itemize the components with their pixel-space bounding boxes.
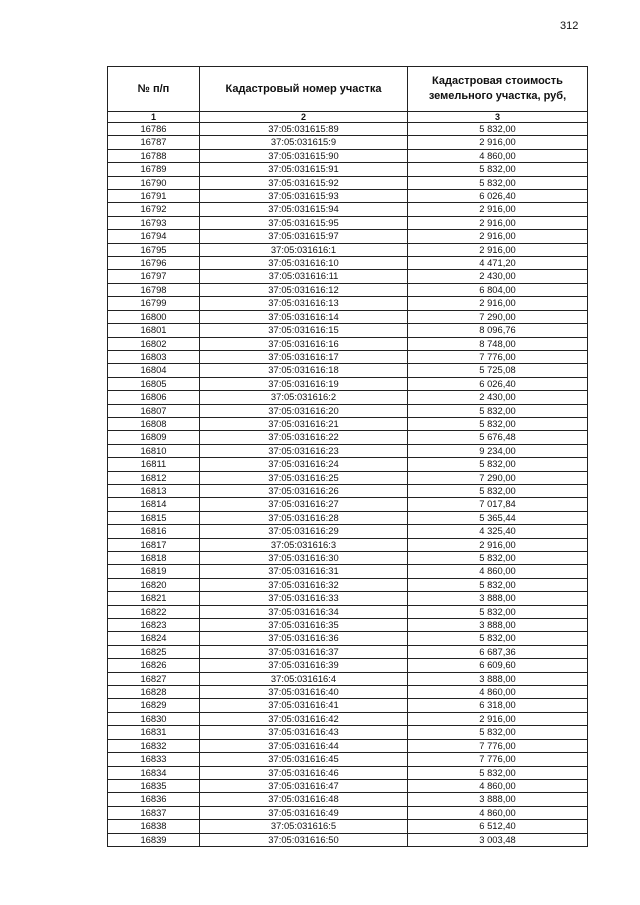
row-number-cell: 16825	[108, 645, 200, 658]
row-number-cell: 16798	[108, 283, 200, 296]
cadastral-value-cell: 4 860,00	[408, 149, 588, 162]
cadastral-number-cell: 37:05:031616:29	[200, 525, 408, 538]
row-number-cell: 16819	[108, 565, 200, 578]
row-number-cell: 16804	[108, 364, 200, 377]
table-row	[108, 484, 588, 497]
cadastral-value-cell: 2 430,00	[408, 270, 588, 283]
row-number-cell: 16833	[108, 753, 200, 766]
table-row	[108, 753, 588, 766]
row-number-cell: 16788	[108, 149, 200, 162]
cadastral-number-cell: 37:05:031616:12	[200, 283, 408, 296]
table-row	[108, 712, 588, 725]
cadastral-number-cell: 37:05:031615:9	[200, 136, 408, 149]
table-row	[108, 270, 588, 283]
table-row	[108, 377, 588, 390]
cadastral-value-cell: 6 804,00	[408, 283, 588, 296]
cadastral-value-cell: 5 832,00	[408, 605, 588, 618]
cadastral-number-cell: 37:05:031616:31	[200, 565, 408, 578]
table-row	[108, 310, 588, 323]
table-row	[108, 645, 588, 658]
cadastral-value-cell: 5 832,00	[408, 766, 588, 779]
table-row	[108, 136, 588, 149]
cadastral-value-cell: 2 916,00	[408, 230, 588, 243]
cadastral-number-cell: 37:05:031616:44	[200, 739, 408, 752]
row-number-cell: 16836	[108, 793, 200, 806]
column-number-3: 3	[408, 112, 588, 123]
table-row	[108, 592, 588, 605]
cadastral-value-cell: 6 512,40	[408, 820, 588, 833]
table-row	[108, 149, 588, 162]
cadastral-number-cell: 37:05:031616:19	[200, 377, 408, 390]
row-number-cell: 16823	[108, 619, 200, 632]
cadastral-value-cell: 7 776,00	[408, 350, 588, 363]
column-number-1: 1	[108, 112, 200, 123]
row-number-cell: 16815	[108, 511, 200, 524]
row-number-cell: 16791	[108, 190, 200, 203]
cadastral-number-cell: 37:05:031616:43	[200, 726, 408, 739]
cadastral-value-cell: 2 916,00	[408, 243, 588, 256]
cadastral-number-cell: 37:05:031616:21	[200, 417, 408, 430]
table-row	[108, 163, 588, 176]
row-number-cell: 16838	[108, 820, 200, 833]
row-number-cell: 16797	[108, 270, 200, 283]
cadastral-number-cell: 37:05:031616:50	[200, 833, 408, 846]
row-number-cell: 16805	[108, 377, 200, 390]
column-header-cadastral-number: Кадастровый номер участка	[200, 67, 408, 112]
table-row	[108, 337, 588, 350]
cadastral-value-cell: 2 916,00	[408, 297, 588, 310]
row-number-cell: 16795	[108, 243, 200, 256]
table-row	[108, 552, 588, 565]
cadastral-number-cell: 37:05:031616:14	[200, 310, 408, 323]
row-number-cell: 16828	[108, 686, 200, 699]
table-row	[108, 779, 588, 792]
cadastral-number-cell: 37:05:031616:16	[200, 337, 408, 350]
table-row	[108, 525, 588, 538]
cadastral-number-cell: 37:05:031616:32	[200, 578, 408, 591]
table-row	[108, 833, 588, 846]
row-number-cell: 16810	[108, 444, 200, 457]
table-row	[108, 538, 588, 551]
cadastral-value-cell: 2 430,00	[408, 391, 588, 404]
cadastral-number-cell: 37:05:031616:30	[200, 552, 408, 565]
table-row	[108, 257, 588, 270]
table-row	[108, 364, 588, 377]
cadastral-value-cell: 5 365,44	[408, 511, 588, 524]
cadastral-value-cell: 5 832,00	[408, 726, 588, 739]
cadastral-value-cell: 2 916,00	[408, 136, 588, 149]
cadastral-number-cell: 37:05:031616:2	[200, 391, 408, 404]
cadastral-value-cell: 7 776,00	[408, 753, 588, 766]
row-number-cell: 16806	[108, 391, 200, 404]
cadastral-number-cell: 37:05:031616:3	[200, 538, 408, 551]
cadastral-value-cell: 4 325,40	[408, 525, 588, 538]
table-row	[108, 793, 588, 806]
cadastral-value-cell: 5 832,00	[408, 404, 588, 417]
cadastral-number-cell: 37:05:031616:47	[200, 779, 408, 792]
column-number-2: 2	[200, 112, 408, 123]
row-number-cell: 16830	[108, 712, 200, 725]
row-number-cell: 16826	[108, 659, 200, 672]
table-body	[108, 123, 588, 847]
cadastral-number-cell: 37:05:031616:18	[200, 364, 408, 377]
row-number-cell: 16809	[108, 431, 200, 444]
cadastral-value-cell: 8 096,76	[408, 324, 588, 337]
cadastral-number-cell: 37:05:031616:24	[200, 458, 408, 471]
row-number-cell: 16834	[108, 766, 200, 779]
table-row	[108, 672, 588, 685]
table-row	[108, 820, 588, 833]
cadastral-number-cell: 37:05:031616:49	[200, 806, 408, 819]
cadastral-number-cell: 37:05:031616:42	[200, 712, 408, 725]
table-row	[108, 350, 588, 363]
table-row	[108, 511, 588, 524]
cadastral-value-cell: 4 860,00	[408, 779, 588, 792]
cadastral-value-cell: 3 888,00	[408, 793, 588, 806]
cadastral-value-cell: 6 026,40	[408, 377, 588, 390]
cadastral-number-cell: 37:05:031616:25	[200, 471, 408, 484]
table-row	[108, 605, 588, 618]
table-row	[108, 230, 588, 243]
cadastral-number-cell: 37:05:031615:94	[200, 203, 408, 216]
cadastral-value-cell: 2 916,00	[408, 538, 588, 551]
cadastral-value-cell: 3 888,00	[408, 672, 588, 685]
cadastral-number-cell: 37:05:031616:34	[200, 605, 408, 618]
table-row	[108, 431, 588, 444]
table-row	[108, 726, 588, 739]
cadastral-number-cell: 37:05:031616:22	[200, 431, 408, 444]
cadastral-number-cell: 37:05:031616:13	[200, 297, 408, 310]
cadastral-value-cell: 7 290,00	[408, 471, 588, 484]
cadastral-number-cell: 37:05:031616:48	[200, 793, 408, 806]
row-number-cell: 16814	[108, 498, 200, 511]
cadastral-number-cell: 37:05:031615:93	[200, 190, 408, 203]
row-number-cell: 16827	[108, 672, 200, 685]
cadastral-number-cell: 37:05:031615:89	[200, 123, 408, 136]
table-row	[108, 324, 588, 337]
cadastral-number-cell: 37:05:031616:36	[200, 632, 408, 645]
table-row	[108, 243, 588, 256]
table-row	[108, 444, 588, 457]
table-row	[108, 471, 588, 484]
cadastral-value-cell: 3 003,48	[408, 833, 588, 846]
table-row	[108, 404, 588, 417]
cadastral-value-table	[107, 66, 588, 847]
row-number-cell: 16821	[108, 592, 200, 605]
cadastral-value-cell: 6 318,00	[408, 699, 588, 712]
row-number-cell: 16835	[108, 779, 200, 792]
cadastral-value-cell: 5 832,00	[408, 176, 588, 189]
table-row	[108, 806, 588, 819]
cadastral-number-cell: 37:05:031615:97	[200, 230, 408, 243]
row-number-cell: 16808	[108, 417, 200, 430]
cadastral-value-cell: 6 609,60	[408, 659, 588, 672]
cadastral-number-cell: 37:05:031616:4	[200, 672, 408, 685]
table-row	[108, 283, 588, 296]
row-number-cell: 16811	[108, 458, 200, 471]
table-row	[108, 578, 588, 591]
cadastral-number-cell: 37:05:031616:23	[200, 444, 408, 457]
table-row	[108, 565, 588, 578]
cadastral-value-cell: 2 916,00	[408, 216, 588, 229]
table-row	[108, 458, 588, 471]
cadastral-value-cell: 5 725,08	[408, 364, 588, 377]
cadastral-number-cell: 37:05:031616:40	[200, 686, 408, 699]
table-row	[108, 190, 588, 203]
cadastral-number-cell: 37:05:031616:10	[200, 257, 408, 270]
cadastral-value-cell: 2 916,00	[408, 712, 588, 725]
cadastral-value-cell: 2 916,00	[408, 203, 588, 216]
row-number-cell: 16801	[108, 324, 200, 337]
cadastral-number-cell: 37:05:031616:11	[200, 270, 408, 283]
cadastral-number-cell: 37:05:031615:91	[200, 163, 408, 176]
cadastral-value-cell: 7 776,00	[408, 739, 588, 752]
cadastral-value-cell: 6 687,36	[408, 645, 588, 658]
row-number-cell: 16803	[108, 350, 200, 363]
cadastral-value-cell: 5 832,00	[408, 163, 588, 176]
row-number-cell: 16829	[108, 699, 200, 712]
row-number-cell: 16807	[108, 404, 200, 417]
row-number-cell: 16790	[108, 176, 200, 189]
cadastral-number-cell: 37:05:031616:28	[200, 511, 408, 524]
row-number-cell: 16799	[108, 297, 200, 310]
cadastral-number-cell: 37:05:031616:20	[200, 404, 408, 417]
row-number-cell: 16822	[108, 605, 200, 618]
table-row	[108, 498, 588, 511]
row-number-cell: 16820	[108, 578, 200, 591]
row-number-cell: 16824	[108, 632, 200, 645]
cadastral-value-cell: 5 832,00	[408, 417, 588, 430]
cadastral-value-cell: 4 860,00	[408, 806, 588, 819]
cadastral-value-cell: 7 290,00	[408, 310, 588, 323]
cadastral-number-cell: 37:05:031616:27	[200, 498, 408, 511]
table-row	[108, 203, 588, 216]
table-row	[108, 686, 588, 699]
table-row	[108, 176, 588, 189]
column-header-cadastral-value: Кадастровая стоимость земельного участка, руб,	[408, 67, 588, 112]
row-number-cell: 16787	[108, 136, 200, 149]
page-number: 312	[560, 20, 579, 32]
cadastral-value-cell: 5 676,48	[408, 431, 588, 444]
table-row	[108, 766, 588, 779]
row-number-cell: 16786	[108, 123, 200, 136]
row-number-cell: 16794	[108, 230, 200, 243]
cadastral-number-cell: 37:05:031616:15	[200, 324, 408, 337]
row-number-cell: 16839	[108, 833, 200, 846]
cadastral-value-cell: 5 832,00	[408, 632, 588, 645]
table-row	[108, 739, 588, 752]
row-number-cell: 16789	[108, 163, 200, 176]
table-row	[108, 619, 588, 632]
cadastral-value-cell: 4 860,00	[408, 686, 588, 699]
row-number-cell: 16816	[108, 525, 200, 538]
table-row	[108, 699, 588, 712]
cadastral-number-cell: 37:05:031616:33	[200, 592, 408, 605]
table-row	[108, 417, 588, 430]
row-number-cell: 16817	[108, 538, 200, 551]
row-number-cell: 16802	[108, 337, 200, 350]
column-number-row	[108, 112, 588, 123]
cadastral-number-cell: 37:05:031616:45	[200, 753, 408, 766]
cadastral-value-cell: 5 832,00	[408, 458, 588, 471]
cadastral-value-cell: 7 017,84	[408, 498, 588, 511]
cadastral-number-cell: 37:05:031616:17	[200, 350, 408, 363]
cadastral-number-cell: 37:05:031616:35	[200, 619, 408, 632]
cadastral-number-cell: 37:05:031616:46	[200, 766, 408, 779]
cadastral-number-cell: 37:05:031615:90	[200, 149, 408, 162]
cadastral-number-cell: 37:05:031616:41	[200, 699, 408, 712]
row-number-cell: 16812	[108, 471, 200, 484]
cadastral-number-cell: 37:05:031616:26	[200, 484, 408, 497]
row-number-cell: 16796	[108, 257, 200, 270]
row-number-cell: 16818	[108, 552, 200, 565]
table-row	[108, 297, 588, 310]
cadastral-value-cell: 8 748,00	[408, 337, 588, 350]
cadastral-number-cell: 37:05:031616:5	[200, 820, 408, 833]
table-row	[108, 391, 588, 404]
table-header-row	[108, 67, 588, 112]
table-row	[108, 216, 588, 229]
cadastral-number-cell: 37:05:031616:37	[200, 645, 408, 658]
cadastral-value-cell: 3 888,00	[408, 619, 588, 632]
cadastral-value-cell: 3 888,00	[408, 592, 588, 605]
cadastral-number-cell: 37:05:031615:95	[200, 216, 408, 229]
cadastral-value-cell: 4 471,20	[408, 257, 588, 270]
cadastral-value-cell: 9 234,00	[408, 444, 588, 457]
row-number-cell: 16837	[108, 806, 200, 819]
table-row	[108, 632, 588, 645]
row-number-cell: 16832	[108, 739, 200, 752]
table-row	[108, 123, 588, 136]
row-number-cell: 16792	[108, 203, 200, 216]
cadastral-number-cell: 37:05:031616:39	[200, 659, 408, 672]
cadastral-value-cell: 6 026,40	[408, 190, 588, 203]
row-number-cell: 16800	[108, 310, 200, 323]
cadastral-number-cell: 37:05:031615:92	[200, 176, 408, 189]
cadastral-value-cell: 4 860,00	[408, 565, 588, 578]
cadastral-value-cell: 5 832,00	[408, 484, 588, 497]
row-number-cell: 16793	[108, 216, 200, 229]
row-number-cell: 16831	[108, 726, 200, 739]
cadastral-value-cell: 5 832,00	[408, 123, 588, 136]
cadastral-value-cell: 5 832,00	[408, 578, 588, 591]
cadastral-number-cell: 37:05:031616:1	[200, 243, 408, 256]
table-row	[108, 659, 588, 672]
row-number-cell: 16813	[108, 484, 200, 497]
column-header-number: № п/п	[108, 67, 200, 112]
cadastral-value-cell: 5 832,00	[408, 552, 588, 565]
